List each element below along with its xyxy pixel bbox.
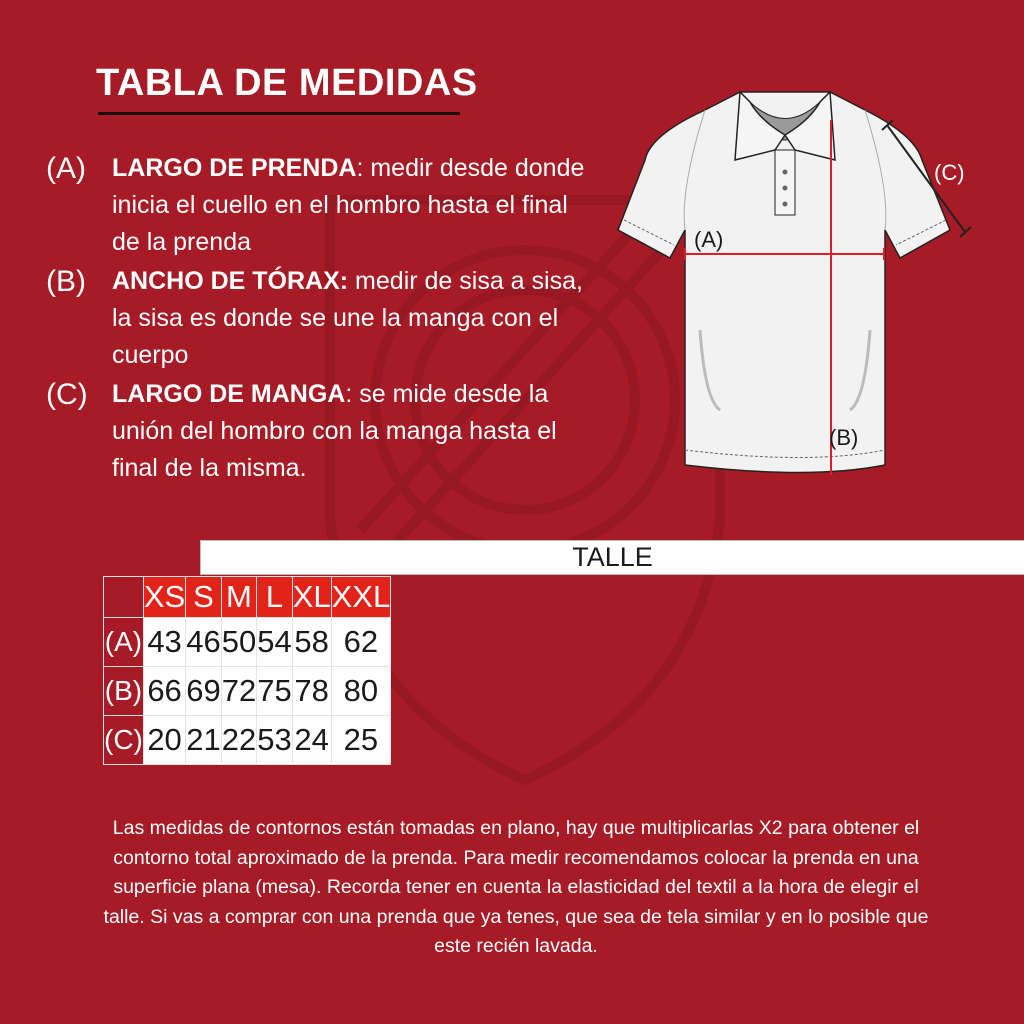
table-cell: 50 [221, 618, 256, 667]
table-cell: 75 [257, 667, 292, 716]
table-cell: 58 [292, 618, 331, 667]
row-label: (B) [104, 667, 144, 716]
definition-a [46, 150, 586, 261]
table-cell: 24 [292, 716, 331, 765]
table-row [104, 618, 391, 667]
corner-cell [104, 577, 144, 618]
definition-letter: (A) [46, 152, 86, 185]
shirt-body [618, 92, 950, 473]
measure-label-c: (C) [934, 160, 965, 185]
table-cell: 46 [186, 618, 221, 667]
table-cell: 20 [143, 716, 185, 765]
definition-text: : se mide desde la unión del hombro con la manga hasta el final de la misma. [112, 380, 557, 482]
size-header: XS [143, 577, 185, 618]
definitions-list [46, 150, 586, 489]
size-header: XL [292, 577, 331, 618]
definition-letter: (B) [46, 265, 86, 298]
polo-shirt-diagram [610, 80, 1010, 480]
table-cell: 43 [143, 618, 185, 667]
table-row [104, 667, 391, 716]
table-cell: 66 [143, 667, 185, 716]
table-cell: 62 [331, 618, 391, 667]
title-underline [98, 112, 460, 115]
table-cell: 22 [221, 716, 256, 765]
size-grid [103, 576, 391, 765]
definition-term: LARGO DE MANGA [112, 380, 346, 408]
measure-label-b: (B) [829, 425, 859, 450]
table-cell: 54 [257, 618, 292, 667]
table-cell: 69 [186, 667, 221, 716]
definition-letter: (C) [46, 378, 88, 411]
size-header: M [221, 577, 256, 618]
measuring-note: Las medidas de contornos están tomadas en plano, hay que multiplicarlas X2 para obtener el contorno total aproximado de la prenda. Para medir recomendamos colocar la prenda en una superficie plana (mesa). Recorda tener en cuenta la elasticidad del textil a la hora de elegir el talle. Si vas a comprar con una prenda que ya tenes, que sea de tela similar y en lo posible que este recién lavada. [103, 817, 929, 957]
page-title: TABLA DE MEDIDAS [96, 62, 478, 104]
row-label: (C) [104, 716, 144, 765]
table-cell: 53 [257, 716, 292, 765]
table-caption: TALLE [200, 540, 1024, 575]
table-cell: 21 [186, 716, 221, 765]
table-cell: 25 [331, 716, 391, 765]
definition-text: : medir desde donde inicia el cuello en el hombro hasta el final de la prenda [112, 154, 585, 256]
table-cell: 78 [292, 667, 331, 716]
size-header: L [257, 577, 292, 618]
definition-text: medir de sisa a sisa, la sisa es donde se une la manga con el cuerpo [112, 267, 583, 369]
table-cell: 80 [331, 667, 391, 716]
table-cell: 72 [221, 667, 256, 716]
size-header: XXL [331, 577, 391, 618]
definition-b [46, 263, 586, 374]
size-header: S [186, 577, 221, 618]
definition-term: ANCHO DE TÓRAX: [112, 267, 349, 295]
definition-term: LARGO DE PRENDA [112, 154, 357, 182]
size-header-row [104, 577, 391, 618]
measure-label-a: (A) [694, 227, 724, 252]
table-row [104, 716, 391, 765]
definition-c [46, 376, 586, 487]
row-label: (A) [104, 618, 144, 667]
